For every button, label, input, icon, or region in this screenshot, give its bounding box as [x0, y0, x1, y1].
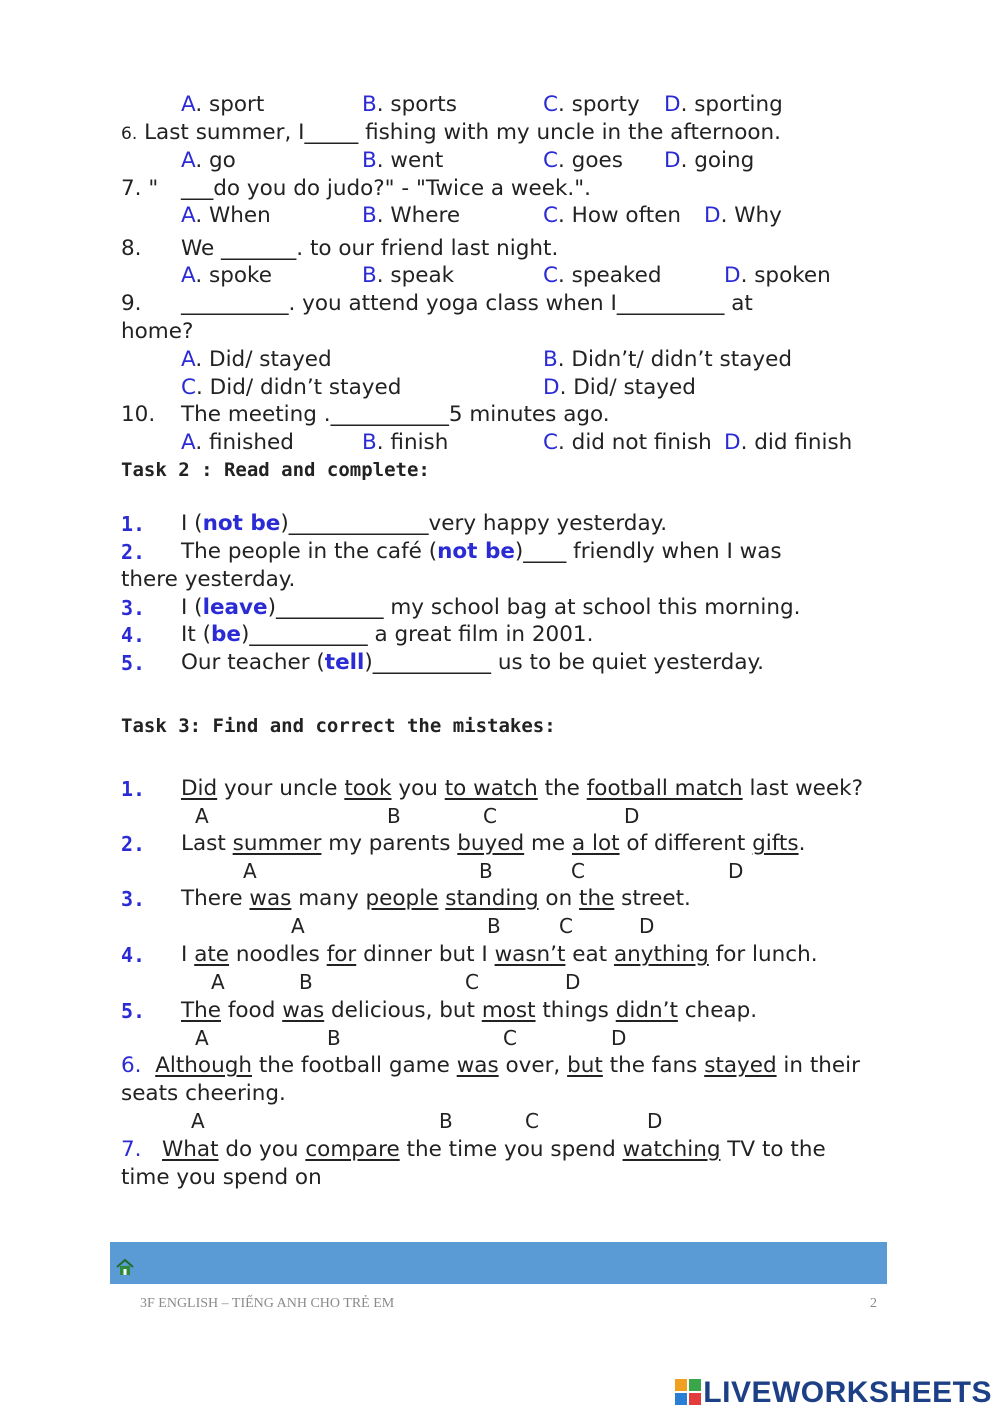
letter-c: C	[559, 914, 573, 938]
underlined-a[interactable]: summer	[232, 831, 322, 856]
question-9-continued: home?	[121, 319, 194, 344]
letter-c: C	[483, 804, 497, 828]
underlined-b[interactable]: compare	[305, 1137, 400, 1162]
underlined-b[interactable]: buyed	[457, 831, 525, 856]
task2-item-2-number: 2.	[121, 540, 146, 564]
letter-d: D	[624, 804, 640, 828]
underlined-a[interactable]: The	[181, 998, 221, 1023]
q10-option-a[interactable]: A. finished	[181, 430, 294, 455]
letter-a: A	[191, 1109, 205, 1133]
letter-d: D	[639, 914, 655, 938]
q6-option-b[interactable]: B. went	[362, 148, 444, 173]
underlined-d[interactable]: stayed	[704, 1053, 777, 1078]
task3-item-4: I ate noodles for dinner but I wasn’t eat anything for lunch.	[181, 942, 818, 967]
underlined-c[interactable]: watching	[622, 1137, 721, 1162]
task2-item-3: I (leave)__________ my school bag at school this morning.	[181, 595, 801, 620]
task2-item-3-number: 3.	[121, 596, 146, 620]
question-10: The meeting .___________5 minutes ago.	[181, 402, 610, 427]
q6-option-c[interactable]: C. goes	[543, 148, 623, 173]
task3-item-4-number: 4.	[121, 943, 146, 967]
question-9-number: 9.	[121, 291, 142, 316]
underlined-d[interactable]: didn’t	[615, 998, 678, 1023]
letter-a: A	[195, 1026, 209, 1050]
footer-bar	[110, 1242, 887, 1284]
question-10-number: 10.	[121, 402, 156, 427]
q8-option-d[interactable]: D. spoken	[724, 263, 831, 288]
underlined-b[interactable]: took	[344, 776, 392, 801]
liveworksheets-badge-icon	[675, 1379, 701, 1405]
task3-item-5-number: 5.	[121, 999, 146, 1023]
underlined-b[interactable]: people	[365, 886, 439, 911]
underlined-d[interactable]: anything	[613, 942, 709, 967]
letter-d: D	[728, 859, 744, 883]
q6-option-a[interactable]: A. go	[181, 148, 236, 173]
q5-option-a[interactable]: A. sport	[181, 92, 265, 117]
q10-option-b[interactable]: B. finish	[362, 430, 449, 455]
underlined-c[interactable]: a lot	[572, 831, 620, 856]
task2-item-2-continued: there yesterday.	[121, 567, 296, 592]
letter-c: C	[571, 859, 585, 883]
letter-a: A	[211, 970, 225, 994]
underlined-a[interactable]: What	[162, 1137, 219, 1162]
question-6: 6. Last summer, I_____ fishing with my uncle in the afternoon.	[121, 120, 782, 145]
question-7: ___do you do judo?" - "Twice a week.".	[181, 176, 591, 201]
underlined-b[interactable]: was	[282, 998, 325, 1023]
q5-option-b[interactable]: B. sports	[362, 92, 457, 117]
letter-b: B	[479, 859, 493, 883]
q10-option-d[interactable]: D. did finish	[724, 430, 853, 455]
task3-item-5: The food was delicious, but most things didn’t cheap.	[181, 998, 758, 1023]
question-7-number: 7. "	[121, 176, 159, 201]
liveworksheets-logo[interactable]: LIVEWORKSHEETS	[675, 1376, 992, 1410]
task2-item-1: I (not be)_____________very happy yesterday.	[181, 511, 668, 536]
q6-option-d[interactable]: D. going	[664, 148, 755, 173]
letter-b: B	[299, 970, 313, 994]
task3-item-7: 7. What do you compare the time you spend watching TV to the	[121, 1137, 826, 1162]
task2-item-2: The people in the café (not be)____ friendly when I was	[181, 539, 782, 564]
underlined-d[interactable]: gifts	[752, 831, 799, 856]
task-2-title: Task 2 : Read and complete:	[121, 459, 430, 481]
letter-c: C	[503, 1026, 517, 1050]
underlined-c[interactable]: most	[481, 998, 536, 1023]
page-number: 2	[870, 1296, 877, 1311]
underlined-b[interactable]: was	[456, 1053, 499, 1078]
task3-item-1: Did your uncle took you to watch the football match last week?	[181, 776, 863, 801]
task3-item-6: 6. Although the football game was over, but the fans stayed in their	[121, 1053, 860, 1078]
letter-c: C	[525, 1109, 539, 1133]
q5-option-c[interactable]: C. sporty	[543, 92, 640, 117]
letter-d: D	[611, 1026, 627, 1050]
q8-option-b[interactable]: B. speak	[362, 263, 455, 288]
underlined-d[interactable]: the	[579, 886, 615, 911]
letter-b: B	[487, 914, 501, 938]
letter-a: A	[291, 914, 305, 938]
q10-option-c[interactable]: C. did not finish	[543, 430, 712, 455]
underlined-c[interactable]: but	[567, 1053, 603, 1078]
letter-b: B	[439, 1109, 453, 1133]
task2-item-5-number: 5.	[121, 651, 146, 675]
underlined-a[interactable]: Although	[155, 1053, 252, 1078]
home-icon	[116, 1258, 134, 1276]
q9-option-c[interactable]: C. Did/ didn’t stayed	[181, 375, 402, 400]
underlined-a[interactable]: Did	[181, 776, 218, 801]
q7-option-d[interactable]: D. Why	[704, 203, 782, 228]
q9-option-d[interactable]: D. Did/ stayed	[543, 375, 696, 400]
q7-option-c[interactable]: C. How often	[543, 203, 682, 228]
underlined-a[interactable]: ate	[194, 942, 230, 967]
q9-option-b[interactable]: B. Didn’t/ didn’t stayed	[543, 347, 792, 372]
letter-a: A	[243, 859, 257, 883]
task3-item-2: Last summer my parents buyed me a lot of different gifts.	[181, 831, 806, 856]
q9-option-a[interactable]: A. Did/ stayed	[181, 347, 332, 372]
task3-item-3: There was many people standing on the street.	[181, 886, 691, 911]
letter-d: D	[565, 970, 581, 994]
task3-item-6-continued: seats cheering.	[121, 1081, 286, 1106]
letter-b: B	[327, 1026, 341, 1050]
question-8: We _______. to our friend last night.	[181, 236, 559, 261]
letter-a: A	[195, 804, 209, 828]
task3-item-1-number: 1.	[121, 777, 146, 801]
task3-item-7-continued: time you spend on	[121, 1165, 322, 1190]
underlined-b[interactable]: for	[326, 942, 357, 967]
letter-c: C	[465, 970, 479, 994]
underlined-d[interactable]: football match	[586, 776, 743, 801]
underlined-c[interactable]: standing	[445, 886, 539, 911]
letter-b: B	[387, 804, 401, 828]
q8-option-a[interactable]: A. spoke	[181, 263, 272, 288]
task2-item-4: It (be)___________ a great film in 2001.	[181, 622, 594, 647]
q7-option-b[interactable]: B. Where	[362, 203, 461, 228]
question-8-number: 8.	[121, 236, 142, 261]
q8-option-c[interactable]: C. speaked	[543, 263, 662, 288]
task2-item-1-number: 1.	[121, 512, 146, 536]
underlined-a[interactable]: was	[249, 886, 292, 911]
q7-option-a[interactable]: A. When	[181, 203, 271, 228]
task2-item-4-number: 4.	[121, 623, 146, 647]
footer-left-text: 3F ENGLISH – TIẾNG ANH CHO TRẺ EM	[140, 1296, 395, 1311]
underlined-c[interactable]: to watch	[444, 776, 538, 801]
question-9: __________. you attend yoga class when I__________ at	[181, 291, 753, 316]
task3-item-2-number: 2.	[121, 832, 146, 856]
q5-option-d[interactable]: D. sporting	[664, 92, 783, 117]
underlined-c[interactable]: wasn’t	[494, 942, 566, 967]
task-3-title: Task 3: Find and correct the mistakes:	[121, 715, 556, 737]
task3-item-3-number: 3.	[121, 887, 146, 911]
task2-item-5: Our teacher (tell)___________ us to be quiet yesterday.	[181, 650, 764, 675]
letter-d: D	[647, 1109, 663, 1133]
